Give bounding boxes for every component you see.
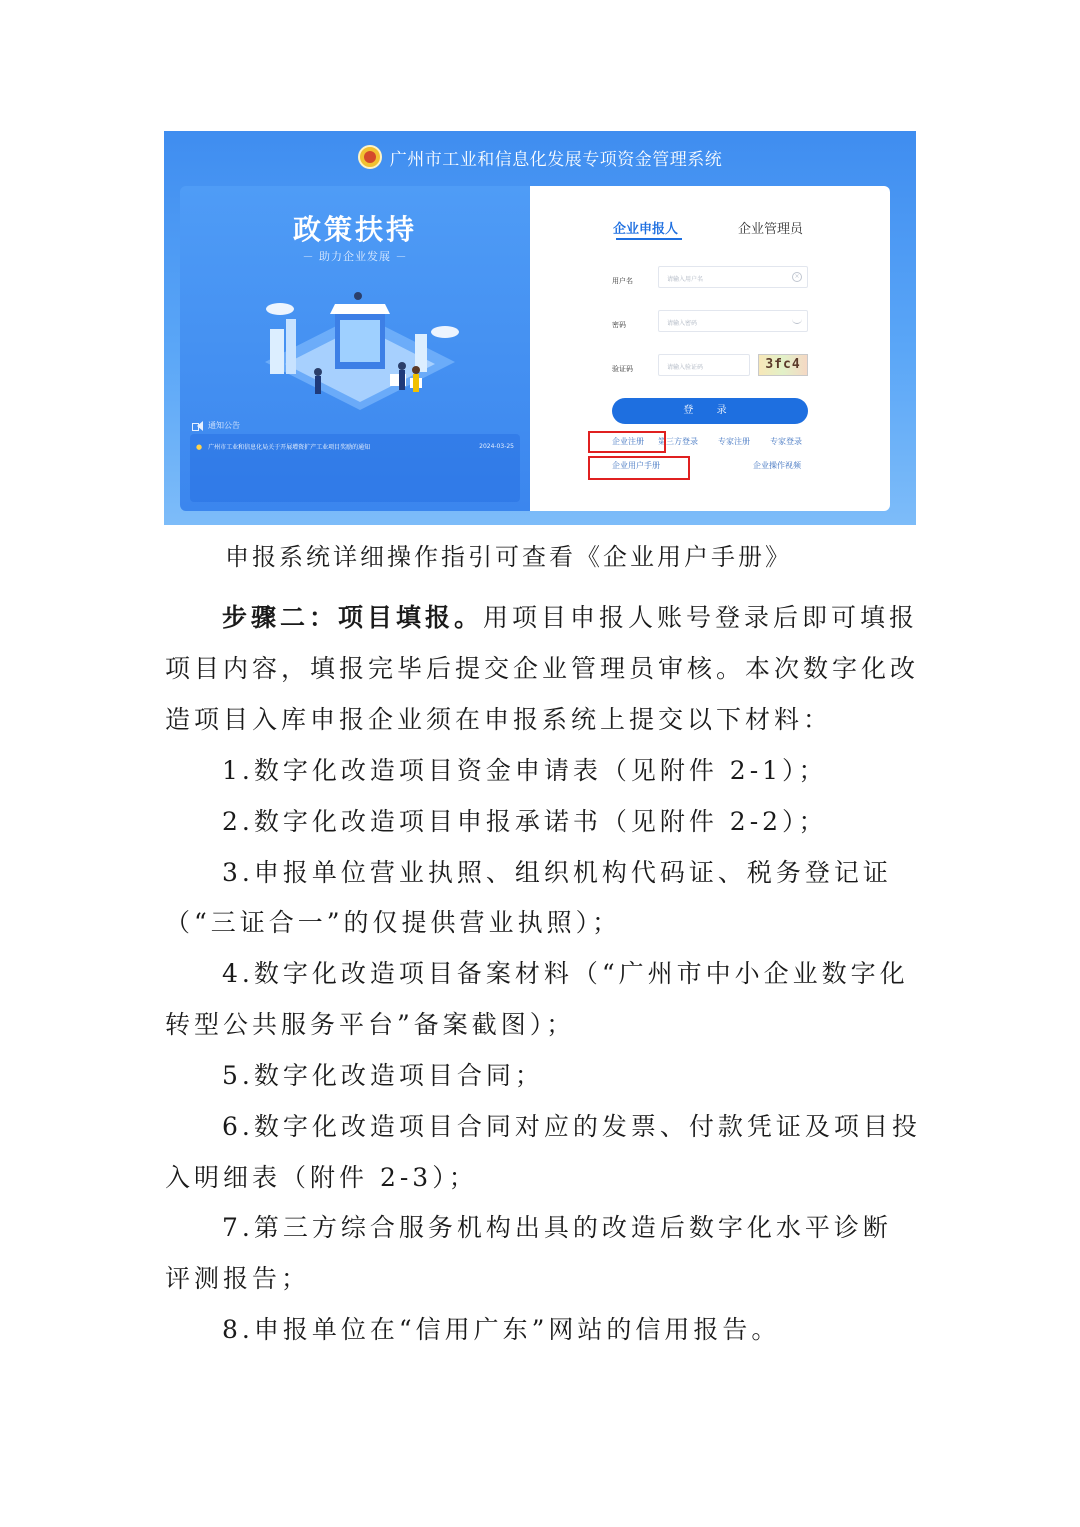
- captcha-image[interactable]: 3fc4: [758, 354, 808, 376]
- notice-item[interactable]: [196, 442, 514, 451]
- username-placeholder: 请输入用户名: [667, 276, 704, 283]
- list-item-2: 2.数字化改造项目申报承诺书（见附件 2-2）；: [222, 807, 828, 836]
- step-two-line-2: 项目内容，填报完毕后提交企业管理员审核。本次数字化改: [165, 654, 920, 683]
- step-two-line-1: [222, 598, 919, 634]
- screenshot-caption: 申报系统详细操作指引可查看《企业用户手册》: [225, 543, 792, 571]
- bullet-icon: ●: [196, 442, 203, 451]
- step-two-heading: 步骤二：项目填报。: [222, 603, 484, 632]
- banner-subtitle: － 助力企业发展 －: [302, 250, 408, 263]
- list-item-3-line-2: （“三证合一”的仅提供营业执照）；: [165, 908, 622, 937]
- clear-icon[interactable]: ×: [792, 272, 802, 282]
- notice-list: [190, 434, 520, 502]
- password-placeholder: 请输入密码: [667, 320, 698, 327]
- notice-item-date: 2024-03-25: [479, 443, 514, 450]
- notice-title: 通知公告: [208, 421, 240, 430]
- expert-register-link[interactable]: 专家注册: [718, 437, 750, 446]
- list-item-5: 5.数字化改造项目合同；: [222, 1061, 544, 1090]
- list-item-4-line-1: 4.数字化改造项目备案材料（“广州市中小企业数字化: [222, 959, 909, 988]
- tab-enterprise-applicant[interactable]: 企业申报人: [613, 222, 679, 237]
- enterprise-video-link[interactable]: 企业操作视频: [753, 461, 801, 470]
- list-item-8: 8.申报单位在“信用广东”网站的信用报告。: [222, 1315, 781, 1344]
- captcha-placeholder: 请输入验证码: [667, 364, 704, 371]
- enterprise-register-link[interactable]: 企业注册: [612, 437, 644, 446]
- list-item-4-line-2: 转型公共服务平台”备案截图）；: [165, 1010, 576, 1039]
- isometric-illustration-icon: [240, 274, 480, 424]
- third-party-login-link[interactable]: 第三方登录: [658, 437, 698, 446]
- step-two-text: 用项目申报人账号登录后即可填报: [483, 603, 919, 632]
- username-label: 用户名: [612, 277, 633, 285]
- notice-header: [192, 420, 240, 431]
- highlight-box-manual: [588, 456, 690, 480]
- highlight-box-register: [588, 431, 666, 453]
- list-item-1: 1.数字化改造项目资金申请表（见附件 2-1）；: [222, 756, 828, 785]
- system-header: [164, 131, 916, 183]
- list-item-7-line-2: 评测报告；: [165, 1264, 311, 1293]
- password-label: 密码: [612, 321, 626, 329]
- banner-title: 政策扶持: [292, 213, 417, 246]
- emblem-icon: [358, 145, 382, 169]
- list-item-3-line-1: 3.申报单位营业执照、组织机构代码证、税务登记证: [222, 858, 892, 887]
- active-tab-indicator: [616, 238, 682, 240]
- list-item-6-line-1: 6.数字化改造项目合同对应的发票、付款凭证及项目投: [222, 1112, 921, 1141]
- password-input[interactable]: [658, 310, 808, 332]
- list-item-6-line-2: 入明细表（附件 2-3）；: [165, 1163, 478, 1192]
- policy-banner: [180, 186, 530, 511]
- login-screenshot: [164, 131, 916, 525]
- expert-login-link[interactable]: 专家登录: [770, 437, 802, 446]
- captcha-label: 验证码: [612, 365, 633, 373]
- tab-enterprise-admin[interactable]: 企业管理员: [738, 222, 804, 237]
- notice-item-text: 广州市工业和信息化局关于开展增资扩产工业项目奖励的通知: [208, 444, 371, 451]
- eye-closed-icon[interactable]: [792, 318, 802, 324]
- login-panel: [530, 186, 890, 511]
- username-input[interactable]: [658, 266, 808, 288]
- step-two-line-3: 造项目入库申报企业须在申报系统上提交以下材料：: [165, 705, 833, 734]
- login-button[interactable]: 登 录: [612, 398, 808, 424]
- speaker-icon: [192, 421, 204, 431]
- captcha-input[interactable]: [658, 354, 750, 376]
- list-item-7-line-1: 7.第三方综合服务机构出具的改造后数字化水平诊断: [222, 1213, 892, 1242]
- system-title: 广州市工业和信息化发展专项资金管理系统: [389, 149, 723, 170]
- enterprise-manual-link[interactable]: 企业用户手册: [612, 461, 660, 470]
